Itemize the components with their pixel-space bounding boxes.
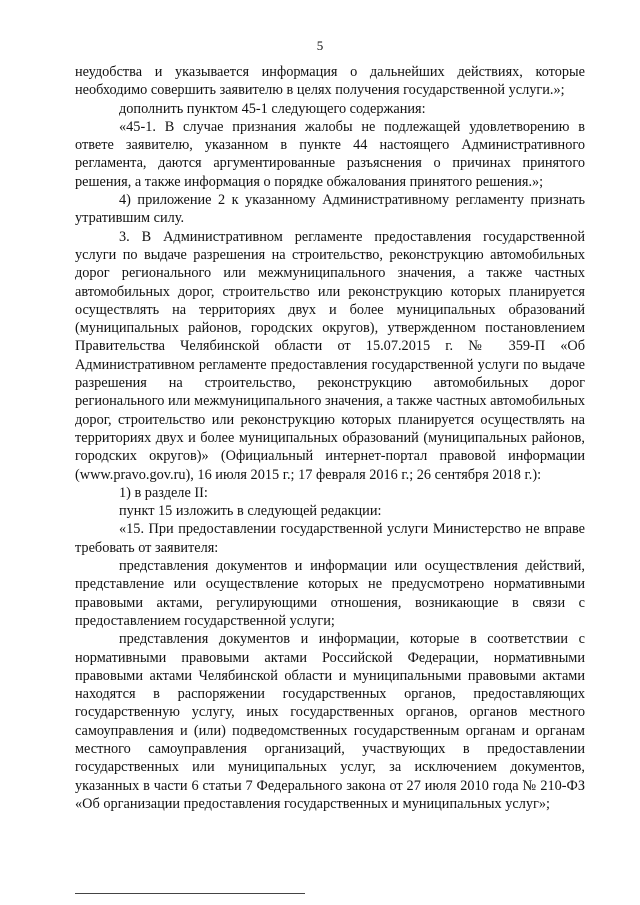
footnote-rule [75,893,305,894]
paragraph-clause-45-1: «45-1. В случае признания жалобы не подлежащей удовлетворению в ответе заявителю, указанном в пункте 44 настоящего Административного регламента, даются аргументированные разъяснения о причинах принятого решения, а также информация о порядке обжалования принятого решения.»; [75,118,585,190]
paragraph-item-4: 4) приложение 2 к указанному Административному регламенту признать утратившим силу. [75,192,585,227]
paragraph-continuation: неудобства и указывается информация о дальнейших действиях, которые необходимо совершить заявителю в целях получения государственной услуги.»; [75,64,585,99]
paragraph-documents-actions: представления документов и информации или осуществления действий, представление или осуществление которых не предусмотрено нормативными правовыми актами, регулирующими отношения, возникающие в связи с предоставлением государственной услуги; [75,558,585,629]
paragraph-section-ii: 1) в разделе II: [119,484,208,501]
paragraph-clause-15-intro: пункт 15 изложить в следующей редакции: [119,503,382,520]
page-number: 5 [316,38,324,53]
paragraph-section-3: 3. В Административном регламенте предоставления государственной услуги по выдаче разрешения на строительство, реконструкцию автомобильных дорог регионального или межмуниципального значения, а также частных автомобильных дорог, строительство или реконструкцию которых планируется осуществлять на территориях двух и более муниципальных образований (муниципальных районов, городских округов), утвержденном постановлением Правительства Челябинской области от 15.07.2015 г. № 359-П «Об Административном регламенте предоставления государственной услуги по выдаче разрешения на строительство, реконструкцию автомобильных дорог регионального или межмуниципального значения, а также частных автомобильных дорог, строительство или реконструкцию которых планируется осуществлять на территориях двух и более муниципальных образований (муниципальных районов, городских округов)» (Официальный интернет-портал правовой информации (www.pravo.gov.ru), 16 июля 2015 г.; 17 февраля 2016 г.; 26 сентября 2018 г.): [75,228,585,483]
document-body [75,63,585,813]
paragraph-documents-information: представления документов и информации, которые в соответствии с нормативными правовыми актами Российской Федерации, нормативными правовыми актами Челябинской области и муниципальными правовыми актами находятся в распоряжении государственных органов, предоставляющих государственную услугу, иных государственных органов, органов местного самоуправления и (или) подведомственных государственным органам и органам местного самоуправления организаций, участвующих в предоставлении государственных или муниципальных услуг, за исключением документов, указанных в части 6 статьи 7 Федерального закона от 27 июля 2010 года № 210-ФЗ «Об организации предоставления государственных и муниципальных услуг»; [75,631,585,812]
paragraph-clause-15: «15. При предоставлении государственной услуги Министерство не вправе требовать от заявителя: [75,521,585,556]
paragraph-amendment-intro: дополнить пунктом 45-1 следующего содержания: [119,100,426,117]
